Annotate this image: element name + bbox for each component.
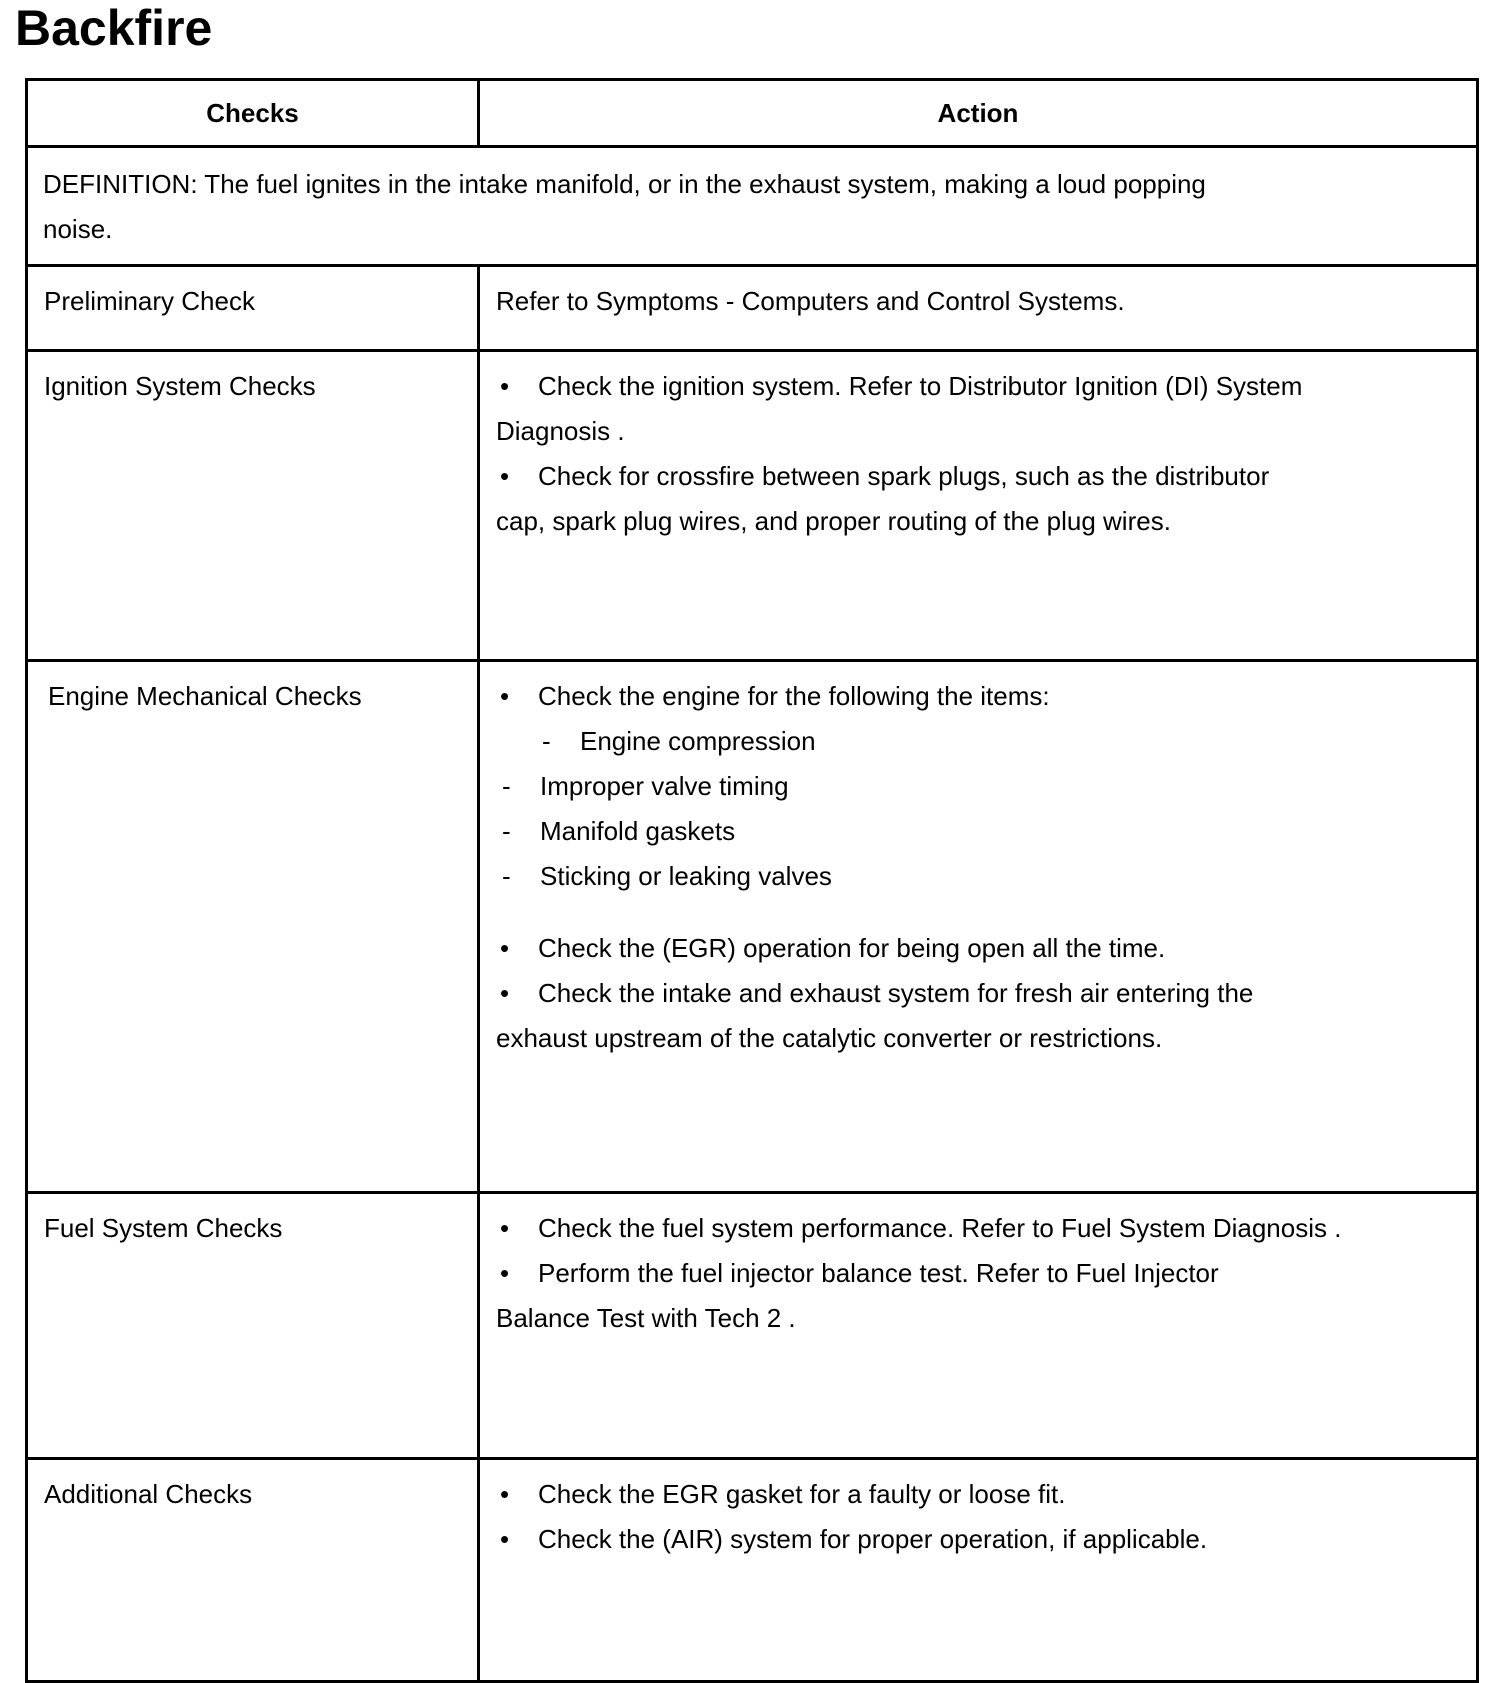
action-item xyxy=(496,674,1460,719)
definition-cell xyxy=(27,147,1478,266)
action-cell xyxy=(479,1459,1478,1682)
check-label: Ignition System Checks xyxy=(44,371,316,401)
table-header-row xyxy=(27,80,1478,147)
bullet-icon: • xyxy=(500,371,510,401)
action-item xyxy=(496,1472,1460,1517)
dash-icon: - xyxy=(502,816,511,846)
bullet-icon: • xyxy=(500,1258,510,1288)
action-subitem xyxy=(496,854,1460,899)
action-cell xyxy=(479,1193,1478,1459)
bullet-icon: • xyxy=(500,1524,510,1554)
dash-icon: - xyxy=(542,726,551,756)
dash-icon: - xyxy=(502,771,511,801)
check-cell xyxy=(27,661,479,1193)
bullet-icon: • xyxy=(500,1213,510,1243)
action-cell xyxy=(479,661,1478,1193)
column-header-action: Action xyxy=(479,80,1478,147)
page-title: Backfire xyxy=(15,0,213,56)
definition-text: noise. xyxy=(43,214,113,244)
action-item xyxy=(496,1517,1460,1562)
action-item xyxy=(496,971,1460,1016)
table-row xyxy=(27,266,1478,351)
bullet-icon: • xyxy=(500,681,510,711)
table-row xyxy=(27,351,1478,661)
check-label: Preliminary Check xyxy=(44,286,255,316)
table-row xyxy=(27,1459,1478,1682)
action-text: Check the (EGR) operation for being open all the time. xyxy=(538,933,1166,963)
action-cell xyxy=(479,266,1478,351)
action-text: Check the intake and exhaust system for fresh air entering the xyxy=(538,978,1254,1008)
action-item xyxy=(496,926,1460,971)
action-item xyxy=(496,364,1460,409)
definition-row xyxy=(27,147,1478,266)
diagnosis-table xyxy=(25,78,1479,1683)
check-label: Engine Mechanical Checks xyxy=(48,681,362,711)
column-header-checks: Checks xyxy=(27,80,479,147)
action-subitem xyxy=(496,809,1460,854)
action-text: Refer to Symptoms - Computers and Control Systems. xyxy=(496,286,1125,316)
bullet-icon: • xyxy=(500,1479,510,1509)
action-text: Check the (AIR) system for proper operation, if applicable. xyxy=(538,1524,1208,1554)
check-cell xyxy=(27,1193,479,1459)
spacer xyxy=(496,899,1460,926)
action-text: Check the ignition system. Refer to Distributor Ignition (DI) System xyxy=(538,371,1303,401)
check-cell xyxy=(27,266,479,351)
action-text: Check the fuel system performance. Refer to Fuel System Diagnosis . xyxy=(538,1213,1342,1243)
action-text: Manifold gaskets xyxy=(540,816,736,846)
action-text: Sticking or leaking valves xyxy=(540,861,832,891)
action-subitem xyxy=(496,719,1460,764)
check-label: Additional Checks xyxy=(44,1479,253,1509)
check-label: Fuel System Checks xyxy=(44,1213,283,1243)
action-text: cap, spark plug wires, and proper routing of the plug wires. xyxy=(496,506,1171,536)
action-text: Check the EGR gasket for a faulty or loose fit. xyxy=(538,1479,1066,1509)
check-cell xyxy=(27,1459,479,1682)
table-row xyxy=(27,1193,1478,1459)
bullet-icon: • xyxy=(500,461,510,491)
action-text: Diagnosis . xyxy=(496,416,625,446)
bullet-icon: • xyxy=(500,978,510,1008)
check-cell xyxy=(27,351,479,661)
definition-text: DEFINITION: The fuel ignites in the intake manifold, or in the exhaust system, making a loud popping xyxy=(43,169,1206,199)
action-text: Check the engine for the following the items: xyxy=(538,681,1050,711)
action-item xyxy=(496,1251,1460,1296)
action-subitem xyxy=(496,764,1460,809)
action-text: Balance Test with Tech 2 . xyxy=(496,1303,796,1333)
action-item xyxy=(496,454,1460,499)
action-item xyxy=(496,1206,1460,1251)
action-text: Perform the fuel injector balance test. Refer to Fuel Injector xyxy=(538,1258,1219,1288)
table-row xyxy=(27,661,1478,1193)
bullet-icon: • xyxy=(500,933,510,963)
action-text: Engine compression xyxy=(580,726,816,756)
action-text: Improper valve timing xyxy=(540,771,789,801)
dash-icon: - xyxy=(502,861,511,891)
action-cell xyxy=(479,351,1478,661)
action-text: exhaust upstream of the catalytic converter or restrictions. xyxy=(496,1023,1163,1053)
action-text: Check for crossfire between spark plugs, such as the distributor xyxy=(538,461,1270,491)
